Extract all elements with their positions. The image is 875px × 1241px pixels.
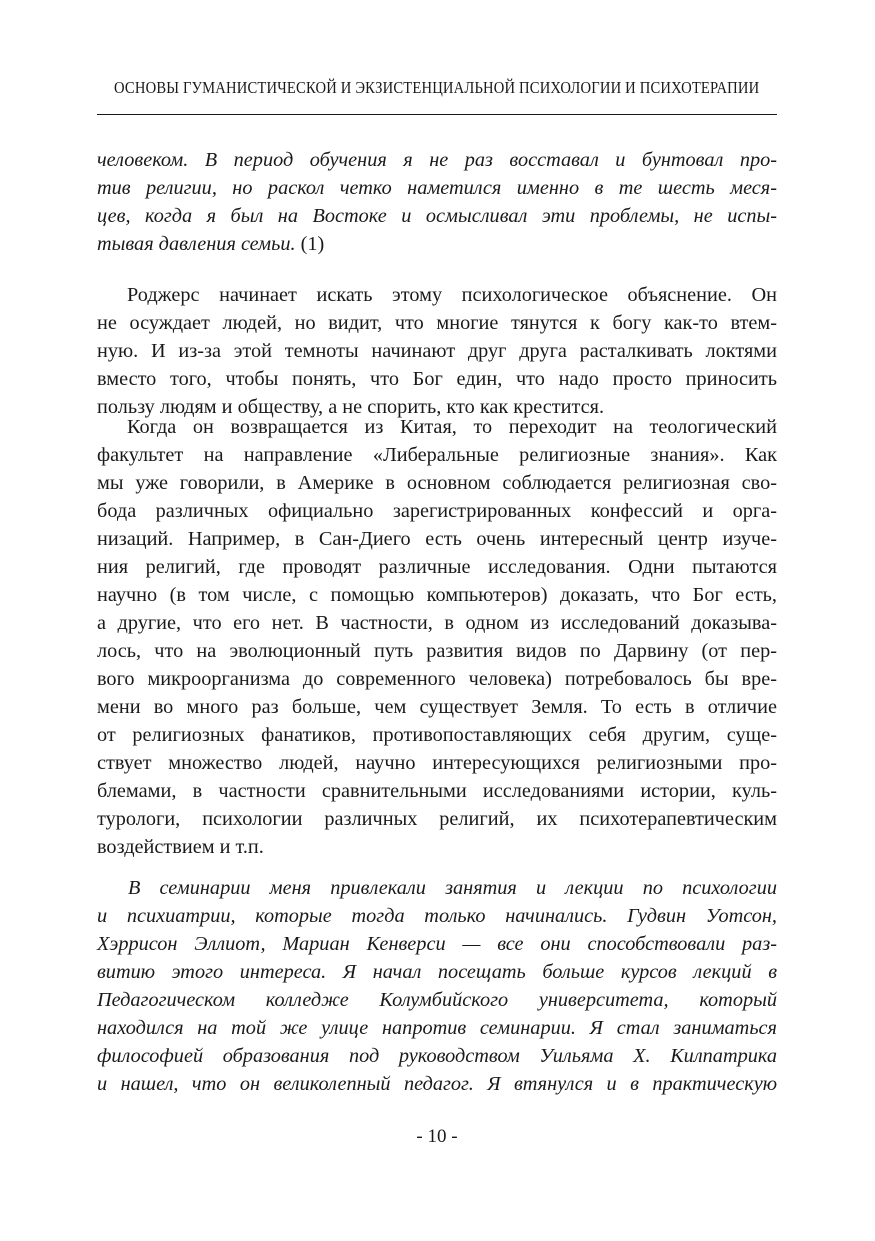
paragraph-line: турологи, психологии различных религий, их психотерапевтическим <box>97 808 777 830</box>
paragraph-line: мы уже говорили, в Америке в основном соблюдается религиозная сво- <box>97 472 777 494</box>
quote-line-last <box>97 230 777 258</box>
paragraph-line: Роджерс начинает искать этому психологическое объяснение. Он <box>127 284 777 306</box>
page-number: - 10 - <box>416 1126 458 1147</box>
paragraph-line: научно (в том числе, с помощью компьютеров) доказать, что Бог есть, <box>97 584 777 606</box>
citation-reference: (1) <box>300 233 325 255</box>
quote-line: находился на той же улице напротив семинарии. Я стал заниматься <box>97 1017 777 1039</box>
paragraph-line: лось, что на эволюционный путь развития видов по Дарвину (от пер- <box>97 640 777 662</box>
running-header-title: ОСНОВЫ ГУМАНИСТИЧЕСКОЙ И ЭКЗИСТЕНЦИАЛЬНОЙ ПСИХОЛОГИИ И ПСИХОТЕРАПИИ <box>114 78 760 97</box>
header-divider <box>97 114 777 115</box>
quote-line: Педагогическом колледже Колумбийского университета, который <box>97 989 777 1011</box>
quote-line: и нашел, что он великолепный педагог. Я втянулся и в практическую <box>97 1073 777 1095</box>
paragraph-line: ствует множество людей, научно интересующихся религиозными про- <box>97 752 777 774</box>
paragraph-line: а другие, что его нет. В частности, в одном из исследований доказыва- <box>97 612 777 634</box>
paragraph-line: низаций. Например, в Сан-Диего есть очень интересный центр изуче- <box>97 528 777 550</box>
quote-line-text: тывая давления семьи. <box>97 233 296 255</box>
quote-line: и психиатрии, которые тогда только начинались. Гудвин Уотсон, <box>97 905 777 927</box>
paragraph-line: вого микроорганизма до современного человека) потребовалось бы вре- <box>97 668 777 690</box>
paragraph-line: Когда он возвращается из Китая, то переходит на теологический <box>127 416 777 438</box>
paragraph-line: не осуждает людей, но видит, что многие тянутся к богу как-то втем- <box>97 312 777 334</box>
paragraph-line: ную. И из-за этой темноты начинают друг друга расталкивать локтями <box>97 340 777 362</box>
paragraph-line: пользу людям и обществу, а не спорить, кто как крестится. <box>97 396 605 418</box>
quote-line: философией образования под руководством Уильяма Х. Килпатрика <box>97 1045 777 1067</box>
paragraph-line: от религиозных фанатиков, противопоставляющих себя другим, суще- <box>97 724 777 746</box>
paragraph-line: ния религий, где проводят различные исследования. Одни пытаются <box>97 556 777 578</box>
paragraph-line: мени во много раз больше, чем существует Земля. То есть в отличие <box>97 696 777 718</box>
paragraph-line: бода различных официально зарегистрированных конфессий и орга- <box>97 500 777 522</box>
quote-line: Хэррисон Эллиот, Мариан Кенверси — все они способствовали раз- <box>97 933 777 955</box>
quote-line: человеком. В период обучения я не раз восставал и бунтовал про- <box>97 149 777 171</box>
paragraph-line: воздействием и т.п. <box>97 836 264 858</box>
quote-line: В семинарии меня привлекали занятия и лекции по психологии <box>128 877 777 899</box>
paragraph-line: вместо того, чтобы понять, что Бог един, что надо просто приносить <box>97 368 777 390</box>
paragraph-line: факультет на направление «Либеральные религиозные знания». Как <box>97 444 777 466</box>
quote-line: цев, когда я был на Востоке и осмысливал эти проблемы, не испы- <box>97 205 777 227</box>
paragraph-line: блемами, в частности сравнительными исследованиями истории, куль- <box>97 780 777 802</box>
quote-line: тив религии, но раскол четко наметился именно в те шесть меся- <box>97 177 777 199</box>
quote-line: витию этого интереса. Я начал посещать больше курсов лекций в <box>97 961 777 983</box>
